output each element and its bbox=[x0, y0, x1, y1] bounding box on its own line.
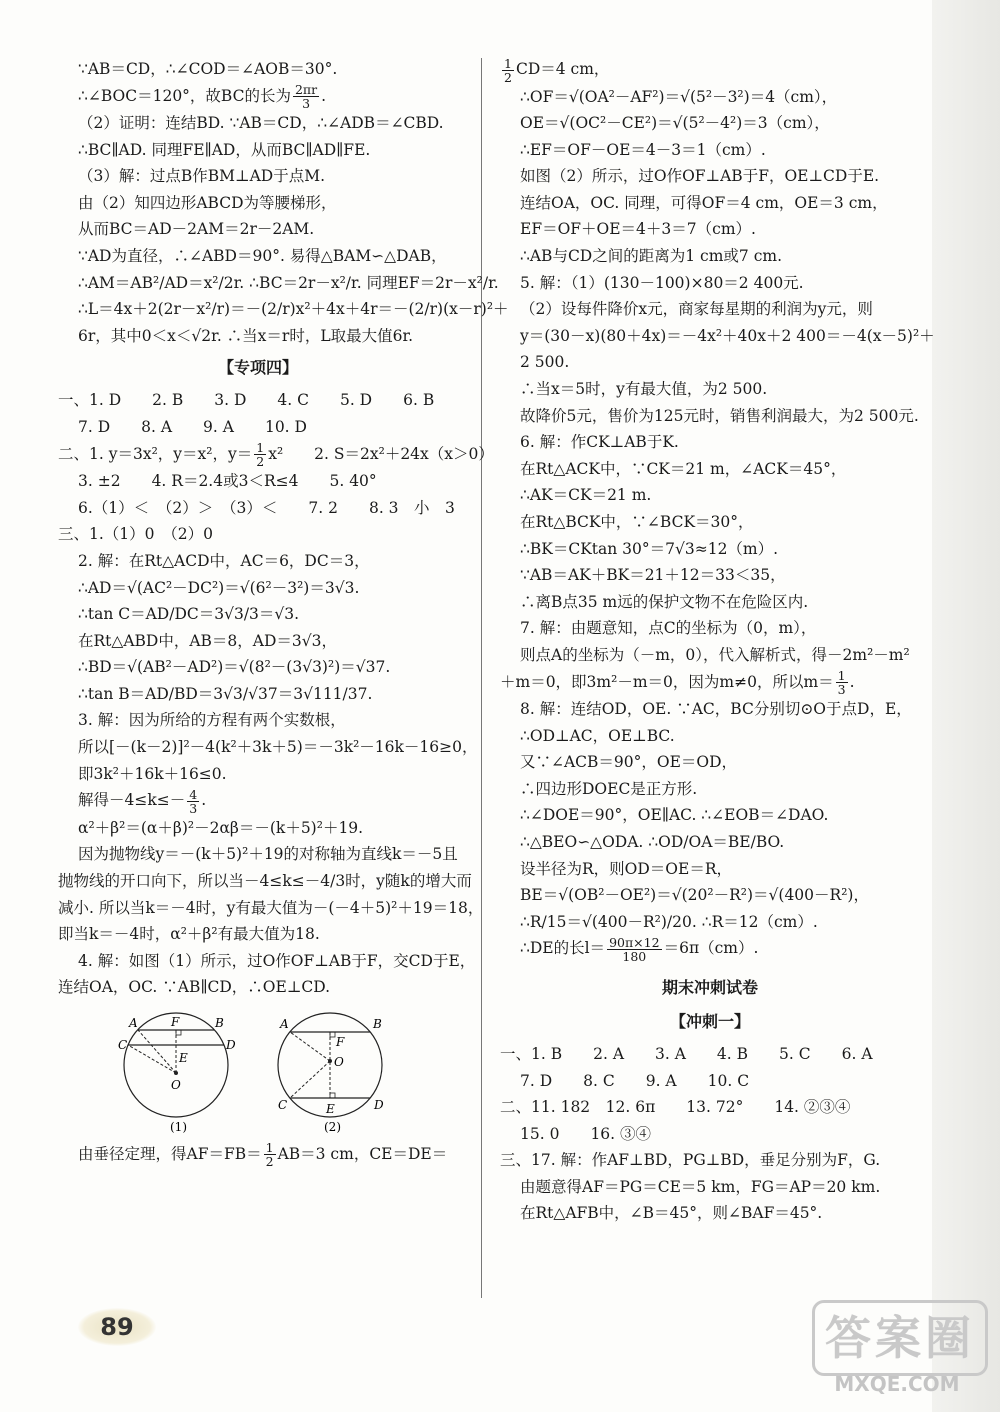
text-line: ∴∠BOC＝120°，故BC的长为 $\frac{2\pi r}{3}$ . bbox=[78, 82, 327, 112]
text-line: BE＝√(OB²－OE²)＝√(20²－R²)＝√(400－R²)， bbox=[520, 886, 869, 905]
text-line: 如图（2）所示，过O作OF⊥AB于F，OE⊥CD于E. bbox=[520, 167, 880, 186]
text-line: 由垂径定理，得AF＝FB＝ $\frac{1}{2}$ AB＝3 cm，CE＝DE＝ bbox=[78, 1140, 448, 1170]
svg-text:F: F bbox=[171, 1014, 180, 1029]
watermark-url: MXQE.COM bbox=[834, 1372, 960, 1396]
section-heading-sprint-one: 【冲刺一】 bbox=[669, 1011, 750, 1031]
svg-text:A: A bbox=[129, 1015, 138, 1030]
svg-text:O: O bbox=[171, 1077, 181, 1092]
svg-text:A: A bbox=[280, 1016, 289, 1031]
figure-2 bbox=[278, 1013, 384, 1134]
text-line: （3）解：过点B作BM⊥AD于点M. bbox=[78, 167, 326, 186]
text-line: ∴L＝4x＋2(2r－x²/r)＝－(2/r)x²＋4x＋4r＝－(2/r)(x－r)²＋ bbox=[78, 300, 509, 319]
text-line: 连结OA，OC. ∵AB∥CD，∴OE⊥CD. bbox=[58, 978, 331, 997]
text-line: ∴离B点35 m远的保护文物不在危险区内. bbox=[520, 592, 809, 611]
fraction: $\frac{90\pi\times 12}{180}$ bbox=[609, 934, 660, 964]
text-line: （2）证明：连结BD. ∵AB＝CD，∴∠ADB＝∠CBD. bbox=[78, 114, 444, 133]
circle-figures bbox=[58, 1003, 458, 1135]
text-line: y＝(30－x)(80＋4x)＝－4x²＋40x＋2 400＝－4(x－5)²＋ bbox=[520, 326, 935, 345]
text-line: ∴OF＝√(OA²－AF²)＝√(5²－3²)＝4（cm）， bbox=[520, 87, 838, 106]
text-line: 二、11. 182 12. 6π 13. 72° 14. ②③④ bbox=[500, 1098, 851, 1117]
right-answer-lines bbox=[500, 1041, 920, 1227]
page-number: 89 bbox=[78, 1308, 156, 1346]
text-line: 5. 解：（1）(130－100)×80＝2 400元. bbox=[520, 273, 804, 292]
column-divider bbox=[481, 58, 482, 1298]
section-heading-final-exam: 期末冲刺试卷 bbox=[661, 977, 758, 997]
text-line: ∴EF＝OF－OE＝4－3＝1（cm）. bbox=[520, 140, 766, 159]
text-line: ∴tan C＝AD/DC＝3√3/3＝√3. bbox=[78, 605, 300, 624]
text-line: 抛物线的开口向下，所以当－4≤k≤－4/3时，y随k的增大而 bbox=[58, 871, 472, 890]
text-line: 则点A的坐标为（－m，0），代入解析式，得－2m²－m² bbox=[520, 645, 910, 664]
text-line: $\frac{1}{2}$ CD＝4 cm， bbox=[504, 55, 610, 85]
text-line: 故降价5元，售价为125元时，销售利润最大，为2 500元. bbox=[520, 406, 919, 425]
text-line: 7. 解：由题意知，点C的坐标为（0，m）， bbox=[520, 619, 817, 638]
fraction: $\frac{1}{2}$ bbox=[256, 440, 265, 470]
text-line: 三、1.（1）0 （2）0 bbox=[58, 525, 213, 544]
text-line: 解得－4≤k≤－ $\frac{4}{3}$ . bbox=[78, 786, 207, 816]
right-column bbox=[500, 55, 935, 1227]
text-line: 减小. 所以当k＝－4时，y有最大值为－(－4＋5)²＋19＝18， bbox=[58, 898, 484, 917]
text-line: 6. 解：作CK⊥AB于K. bbox=[520, 433, 679, 452]
text-line: 由题意得AF＝PG＝CE＝5 km，FG＝AP＝20 km. bbox=[520, 1177, 881, 1196]
text-line: 二、1. y＝3x²，y＝x²，y＝ $\frac{1}{2}$ x² 2. S＝2x²＋24x（x＞0） bbox=[58, 440, 494, 470]
svg-text:D: D bbox=[226, 1037, 236, 1052]
text-line: 15. 0 16. ③④ bbox=[520, 1124, 652, 1143]
text-line: 在Rt△BCK中，∵∠BCK＝30°， bbox=[520, 513, 754, 531]
text-line: ∴DE的长l＝ $\frac{90\pi\times 12}{180}$ ＝6π（cm）. bbox=[520, 934, 759, 964]
text-line: 三、17. 解：作AF⊥BD，PG⊥BD，垂足分别为F，G. bbox=[500, 1151, 881, 1170]
text-line: 在Rt△ACK中，∵CK＝21 m，∠ACK＝45°， bbox=[520, 459, 847, 478]
svg-text:C: C bbox=[278, 1097, 288, 1112]
text-line: 2. 解：在Rt△ACD中，AC＝6，DC＝3， bbox=[78, 551, 370, 570]
fraction: $\frac{1}{2}$ bbox=[504, 55, 512, 85]
text-line: OE＝√(OC²－CE²)＝√(5²－4²)＝3（cm）， bbox=[520, 114, 830, 133]
svg-text:E: E bbox=[326, 1101, 335, 1116]
svg-text:D: D bbox=[374, 1097, 384, 1112]
text-line: 3. ±2 4. R＝2.4或3＜R≤4 5. 40° bbox=[78, 472, 377, 491]
text-line: 因为抛物线y＝－(k＋5)²＋19的对称轴为直线k＝－5且 bbox=[78, 845, 458, 864]
fraction: $\frac{4}{3}$ bbox=[189, 786, 198, 816]
svg-text:B: B bbox=[215, 1015, 224, 1030]
text-line: 从而BC＝AD－2AM＝2r－2AM. bbox=[78, 220, 315, 239]
page-edge bbox=[932, 0, 1000, 1412]
svg-text:(1): (1) bbox=[170, 1119, 187, 1134]
text-line: ∴AD＝√(AC²－DC²)＝√(6²－3²)＝3√3. bbox=[78, 578, 360, 597]
svg-text:F: F bbox=[336, 1034, 345, 1049]
text-line: 8. 解：连结OD，OE. ∵AC，BC分别切⊙O于点D，E， bbox=[520, 700, 912, 719]
text-line: 3. 解：因为所给的方程有两个实数根， bbox=[78, 711, 346, 730]
text-line: ∴R/15＝√(400－R²)/20. ∴R＝12（cm）. bbox=[520, 912, 818, 931]
text-line: 所以[－(k－2)]²－4(k²＋3k＋5)＝－3k²－16k－16≥0， bbox=[78, 738, 478, 757]
svg-text:B: B bbox=[373, 1016, 382, 1031]
text-line: 由（2）知四边形ABCD为等腰梯形， bbox=[78, 193, 337, 212]
text-line: ∴△BEO∽△ODA. ∴OD/OA＝BE/BO. bbox=[520, 833, 785, 852]
section-heading-special-four: 【专项四】 bbox=[217, 358, 298, 378]
text-line: 即当k＝－4时，α²＋β²有最大值为18. bbox=[58, 925, 320, 944]
text-line: 6.（1）＜ （2）＞ （3）＜ 7. 2 8. 3 小 3 bbox=[78, 498, 455, 517]
text-line: ∴BC∥AD. 同理FE∥AD，从而BC∥AD∥FE. bbox=[78, 140, 371, 159]
text-line: ∵AD为直径，∴∠ABD＝90°. 易得△BAM∽△DAB， bbox=[78, 247, 447, 266]
text-line: 2 500. bbox=[520, 353, 570, 372]
text-line: 7. D 8. A 9. A 10. D bbox=[78, 418, 307, 437]
text-line: 4. 解：如图（1）所示，过O作OF⊥AB于F，交CD于E， bbox=[78, 951, 476, 970]
text-line: ＋m＝0，即3m²－m＝0，因为m≠0，所以m＝ $\frac{1}{3}$ . bbox=[500, 668, 855, 698]
text-line: 连结OA，OC. 同理，可得OF＝4 cm，OE＝3 cm， bbox=[520, 193, 888, 212]
watermark bbox=[812, 1300, 982, 1400]
geometry-figures-svg bbox=[58, 1003, 458, 1135]
watermark-logo: 答案圈 bbox=[812, 1300, 988, 1376]
text-line: EF＝OF＋OE＝4＋3＝7（cm）. bbox=[520, 220, 756, 239]
text-line: ∵AB＝AK＋BK＝21＋12＝33＜35， bbox=[520, 566, 786, 585]
fraction: $\frac{2\pi r}{3}$ bbox=[294, 82, 318, 112]
text-line: 即3k²＋16k＋16≤0. bbox=[78, 764, 227, 783]
text-line: 7. D 8. C 9. A 10. C bbox=[520, 1071, 750, 1090]
text-line: 在Rt△AFB中，∠B＝45°，则∠BAF＝45°. bbox=[520, 1204, 823, 1223]
text-line: ∴OD⊥AC，OE⊥BC. bbox=[520, 726, 675, 745]
text-line: 一、1. B 2. A 3. A 4. B 5. C 6. A bbox=[500, 1044, 873, 1063]
text-line: ∵AB＝CD，∴∠COD＝∠AOB＝30°. bbox=[78, 60, 338, 78]
svg-text:O: O bbox=[334, 1054, 344, 1069]
fraction: $\frac{1}{3}$ bbox=[837, 668, 846, 698]
text-line: ∴tan B＝AD/BD＝3√3/√37＝3√111/37. bbox=[78, 684, 373, 703]
text-line: ∴当x＝5时，y有最大值，为2 500. bbox=[520, 380, 768, 399]
svg-text:E: E bbox=[179, 1050, 188, 1065]
text-line: ∴∠DOE＝90°，OE∥AC. ∴∠EOB＝∠DAO. bbox=[520, 806, 829, 825]
text-line: 一、1. D 2. B 3. D 4. C 5. D 6. B bbox=[58, 391, 435, 410]
svg-text:(2): (2) bbox=[324, 1119, 341, 1134]
text-line: 在Rt△ABD中，AB＝8，AD＝3√3， bbox=[78, 631, 337, 650]
text-line: ∴AK＝CK＝21 m. bbox=[520, 486, 652, 505]
text-line: α²＋β²＝(α＋β)²－2αβ＝－(k＋5)²＋19. bbox=[78, 818, 364, 837]
svg-text:C: C bbox=[118, 1037, 128, 1052]
text-line: ∴BK＝CKtan 30°＝7√3≈12（m）. bbox=[520, 539, 779, 558]
text-line: ∴AB与CD之间的距离为1 cm或7 cm. bbox=[520, 247, 782, 266]
figure-1 bbox=[118, 1013, 236, 1134]
text-line: （2）设每件降价x元，商家每星期的利润为y元，则 bbox=[520, 300, 873, 319]
text-line: ∴四边形DOEC是正方形. bbox=[520, 779, 698, 798]
text-line: ∴BD＝√(AB²－AD²)＝√(8²－(3√3)²)＝√37. bbox=[78, 658, 391, 677]
text-line: 6r，其中0＜x＜√2r. ∴当x＝r时，L取最大值6r. bbox=[78, 326, 414, 345]
left-final-line bbox=[58, 1141, 458, 1169]
text-line: 又∵∠ACB＝90°，OE＝OD， bbox=[520, 753, 738, 772]
left-answer-lines bbox=[58, 387, 494, 1000]
text-line: ∴AM＝AB²/AD＝x²/2r. ∴BC＝2r－x²/r. 同理EF＝2r－x²/r. bbox=[78, 273, 499, 292]
text-line: 设半径为R，则OD＝OE＝R， bbox=[520, 859, 732, 878]
left-column bbox=[58, 56, 509, 1170]
right-solution-lines bbox=[500, 55, 935, 964]
